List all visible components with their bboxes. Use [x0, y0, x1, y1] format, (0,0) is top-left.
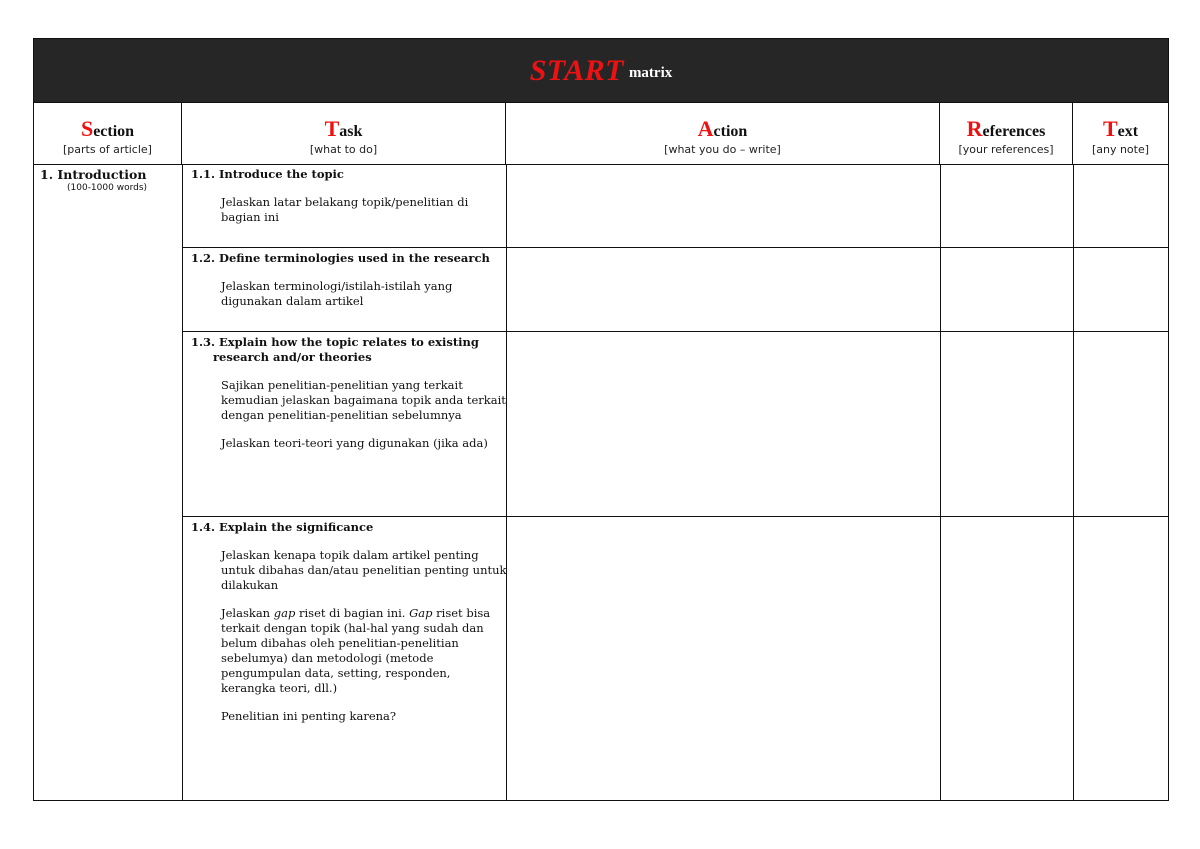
header-action — [506, 103, 940, 165]
task-description: Jelaskan terminologi/istilah-istilah yang digunakan dalam artikel — [221, 279, 453, 308]
header-task-cap: T — [324, 116, 340, 141]
column-divider — [940, 165, 941, 800]
header-task — [182, 103, 506, 165]
header-references-cap: R — [966, 116, 983, 141]
header-text-sub: [any note] — [1091, 143, 1150, 156]
task-title: 1.2. Define terminologies used in the research — [191, 251, 490, 265]
header-action-cap: A — [697, 116, 714, 141]
task-description: Jelaskan teori-teori yang digunakan (jika ada) — [221, 436, 488, 450]
task-title: 1.3. Explain how the topic relates to existing research and/or theories — [191, 335, 479, 364]
gap-text-pre: Jelaskan — [221, 606, 274, 620]
gap-text-post: riset bisa terkait dengan topik (hal-hal yang sudah dan belum dibahas oleh penelitian-penelitian sebelumya) dan metodologi (metode pengumpulan data, setting, responden, kerangka teori, dll.) — [221, 606, 491, 695]
header-text — [1073, 103, 1168, 165]
header-text-label: ext — [1117, 123, 1139, 140]
task-description: Jelaskan latar belakang topik/penelitian di bagian ini — [221, 195, 469, 224]
row-divider — [182, 247, 1168, 248]
gap-text-em: gap — [273, 606, 296, 620]
header-references-label: eferences — [982, 123, 1046, 140]
task-1-4 — [191, 520, 507, 724]
task-1-3 — [191, 335, 507, 451]
task-title: 1.4. Explain the significance — [191, 520, 374, 534]
row-divider — [182, 331, 1168, 332]
start-matrix-table — [33, 38, 1169, 801]
column-divider — [1073, 165, 1074, 800]
task-description-gap — [191, 606, 507, 696]
title-bar — [34, 39, 1168, 103]
task-description: Sajikan penelitian-penelitian yang terkait kemudian jelaskan bagaimana topik anda terkait dengan penelitian-penelitian sebelumnya — [221, 378, 506, 422]
section-cell — [40, 167, 180, 193]
column-divider — [182, 165, 183, 800]
header-action-sub: [what you do – write] — [664, 143, 781, 156]
header-references — [940, 103, 1073, 165]
header-text-cap: T — [1102, 116, 1118, 141]
section-word-count: (100-1000 words) — [67, 183, 148, 193]
header-task-sub: [what to do] — [309, 143, 378, 156]
header-section — [34, 103, 182, 165]
header-section-label: ection — [93, 123, 135, 140]
header-references-sub: [your references] — [958, 143, 1054, 156]
gap-text-em: Gap — [409, 606, 433, 620]
header-section-sub: [parts of article] — [63, 143, 152, 156]
header-action-label: ction — [713, 123, 748, 140]
task-title: 1.1. Introduce the topic — [191, 167, 344, 181]
header-section-cap: S — [80, 116, 94, 141]
task-description: Penelitian ini penting karena? — [221, 709, 397, 723]
gap-text-mid: riset di bagian ini. — [295, 606, 410, 620]
title-sub: matrix — [628, 65, 673, 81]
title-main: START — [529, 53, 624, 87]
row-divider — [182, 516, 1168, 517]
section-title: 1. Introduction — [40, 167, 147, 182]
header-task-label: ask — [339, 123, 363, 140]
task-1-1 — [191, 167, 507, 225]
task-1-2 — [191, 251, 507, 309]
task-description: Jelaskan kenapa topik dalam artikel penting untuk dibahas dan/atau penelitian penting untuk dilakukan — [221, 548, 507, 592]
